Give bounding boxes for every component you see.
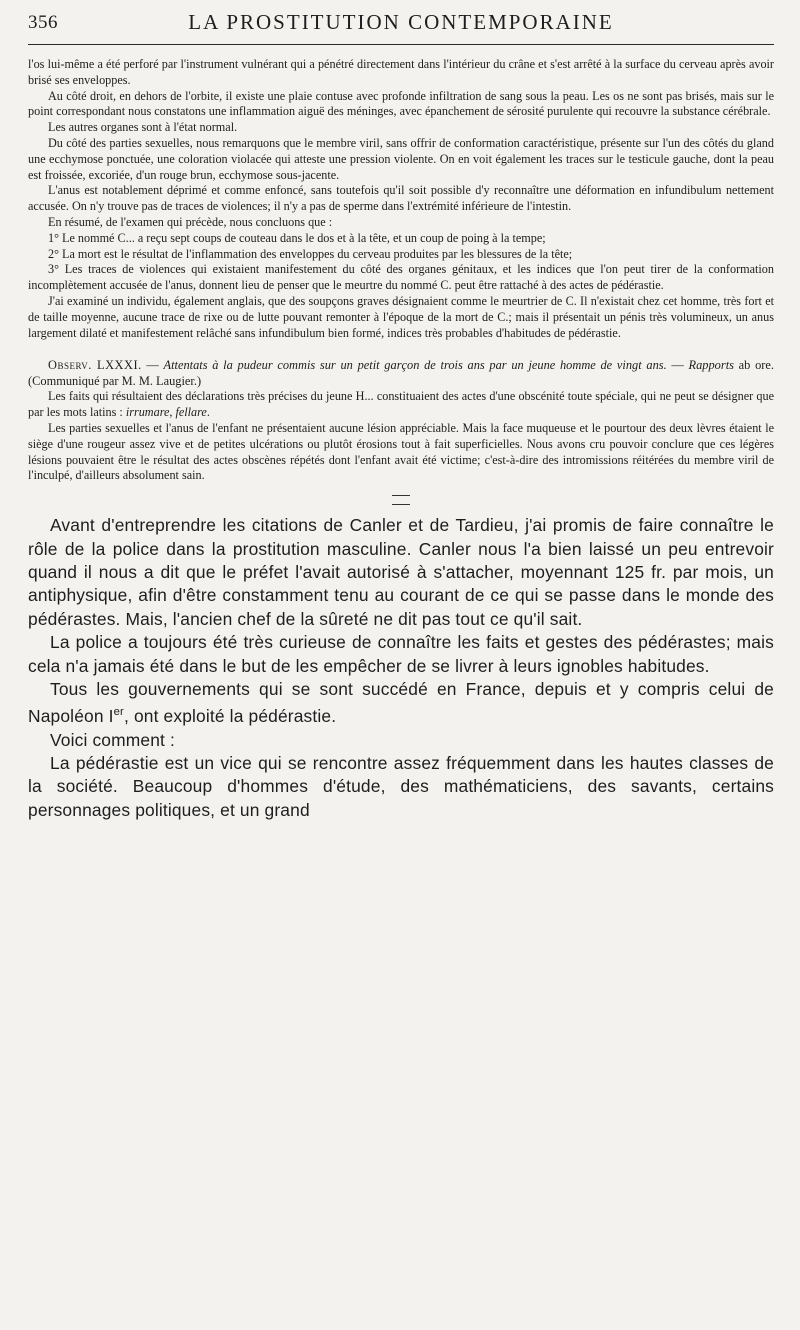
- superscript: er: [113, 706, 124, 719]
- observation-source: Rapports: [688, 358, 734, 373]
- main-paragraph: [28, 752, 774, 822]
- observation-title: Attentats à la pudeur commis sur un petit garçon de trois ans par un jeune homme de vingt ans.: [163, 358, 667, 373]
- text-run: , ont exploité la pédérastie.: [123, 706, 337, 727]
- main-paragraph: [28, 729, 774, 752]
- observation-block: [28, 357, 774, 484]
- small-paragraph: J'ai examiné un individu, également anglais, que des soupçons graves désignaient comme le meurtrier de C. Il n'existait chez cet homme, très fort et de taille moyenne, aucune trace de rixe ou de lutte pouvant remonter à l'époque de la mort de C.; mais il présentait un pénis très volumineux, un anus largement dilaté et manifestement relâché sans infundibulum bien formé, indices très probables d'habitudes de pédérastie.: [28, 293, 774, 340]
- observation-heading: [28, 357, 774, 389]
- main-paragraph: [28, 631, 774, 678]
- autopsy-report-text: [28, 57, 774, 484]
- observation-source-rest: ab ore. (Communiqué par M. M. Laugier.): [28, 358, 775, 389]
- main-paragraph: [28, 678, 774, 729]
- small-paragraph: En résumé, de l'examen qui précède, nous concluons que :: [48, 214, 333, 229]
- text-run: La police a toujours été très curieuse de connaître les faits et gestes des pédérastes; mais cela n'a jamais été dans le but de les empêcher de se livrer à leurs ignobles habitudes.: [28, 632, 774, 676]
- observation-paragraph: [28, 389, 774, 421]
- observation-dash: —: [141, 358, 164, 373]
- running-title: LA PROSTITUTION CONTEMPORAINE: [188, 10, 614, 34]
- small-paragraph: 2° La mort est le résultat de l'inflammation des enveloppes du cerveau produites par les blessures de la tête;: [48, 246, 573, 261]
- observation-paragraph: [28, 421, 774, 484]
- small-paragraph: Au côté droit, en dehors de l'orbite, il existe une plaie contuse avec profonde infiltration de sang sous la peau. Les os ne sont pas brisés, mais sur le point correspondant nous constatons une inflammation aiguë des méninges, avec épanchement de sérosité purulente qui recouvre la substance cérébrale.: [28, 88, 774, 119]
- small-paragraph: L'anus est notablement déprimé et comme enfoncé, sans toutefois qu'il soit possible d'y reconnaître une déformation en infundibulum nettement accusée. On n'y trouve pas de traces de violences; il n'y a pas de sperme dans l'extrémité inférieure de l'intestin.: [28, 183, 774, 214]
- small-paragraph: 1° Le nommé C... a reçu sept coups de couteau dans le dos et à la tête, et un coup de poing à la tempe;: [48, 230, 546, 245]
- small-paragraph: l'os lui-même a été perforé par l'instrument vulnérant qui a pénétré directement dans l'intérieur du crâne et s'est arrêté à la surface du cerveau après avoir brisé ses enveloppes.: [28, 57, 774, 87]
- observation-dash-2: —: [666, 358, 689, 373]
- page-header: [28, 0, 774, 45]
- main-text: [28, 514, 774, 822]
- text-run: Les faits qui résultaient des déclarations très précises du jeune H... constituaient des actes d'une obscénité toute spéciale, qui ne peut se désigner que par les mots latins :: [28, 389, 774, 420]
- small-paragraph: Les autres organes sont à l'état normal.: [48, 120, 238, 135]
- page-number: 356: [28, 12, 58, 33]
- text-run: Voici comment :: [50, 729, 175, 750]
- main-paragraph: [28, 514, 774, 631]
- small-paragraph: Du côté des parties sexuelles, nous remarquons que le membre viril, sans offrir de conformation caractéristique, présente sur l'un des côtés du gland une ecchymose ponctuée, une coloration violacée qui atteste une pression violente. On en voit également les traces sur le testicule gauche, dont la peau est froissée, excoriée, d'un rouge brun, ecchymose sous-jacente.: [28, 135, 774, 182]
- latin-terms: irrumare, fellare: [125, 405, 207, 420]
- text-run: Les parties sexuelles et l'anus de l'enfant ne présentaient aucune lésion appréciable. Mais la face muqueuse et le pourtour des deux lèvres étaient le siège d'une rougeur assez vive et de petites ulcérations ou plutôt érosions tout à fait superficielles. Nous avons cru pouvoir conclure que ces légères lésions pouvaient être le résultat des actes obscènes répétés dont l'enfant avait été victime; c'est-à-dire des intromissions réitérées du membre viril de l'inculpé, d'ailleurs absolument sain.: [28, 420, 774, 483]
- text-run: Avant d'entreprendre les citations de Canler et de Tardieu, j'ai promis de faire connaître le rôle de la police dans la prostitution masculine. Canler nous l'a bien laissé un peu entrevoir quand il nous a dit que le préfet l'avait autorisé à s'attacher, moyennant 125 fr. par mois, un antiphysique, afin d'être constamment tenu au courant de ce qui se passe dans le monde des pédérastes. Mais, l'ancien chef de la sûreté ne dit pas tout ce qu'il sait.: [28, 515, 774, 629]
- observation-label: Observ. LXXXI.: [48, 358, 142, 373]
- text-run: La pédérastie est un vice qui se rencontre assez fréquemment dans les hautes classes de la société. Beaucoup d'hommes d'étude, des mathématiciens, des savants, certains personnages politiques, et un grand: [28, 752, 774, 820]
- section-separator: [392, 495, 410, 505]
- text-run: Tous les gouvernements qui se sont succédé en France, depuis et y compris celui de Napoléon I: [28, 678, 774, 727]
- small-paragraph: 3° Les traces de violences qui existaient manifestement du côté des organes génitaux, et les indices que l'on peut tirer de la conformation incomplètement accusée de l'anus, donnent lieu de penser que le meurtre du nommé C. peut être rattaché à des actes de pédérastie.: [28, 262, 774, 293]
- text-run: .: [206, 405, 210, 420]
